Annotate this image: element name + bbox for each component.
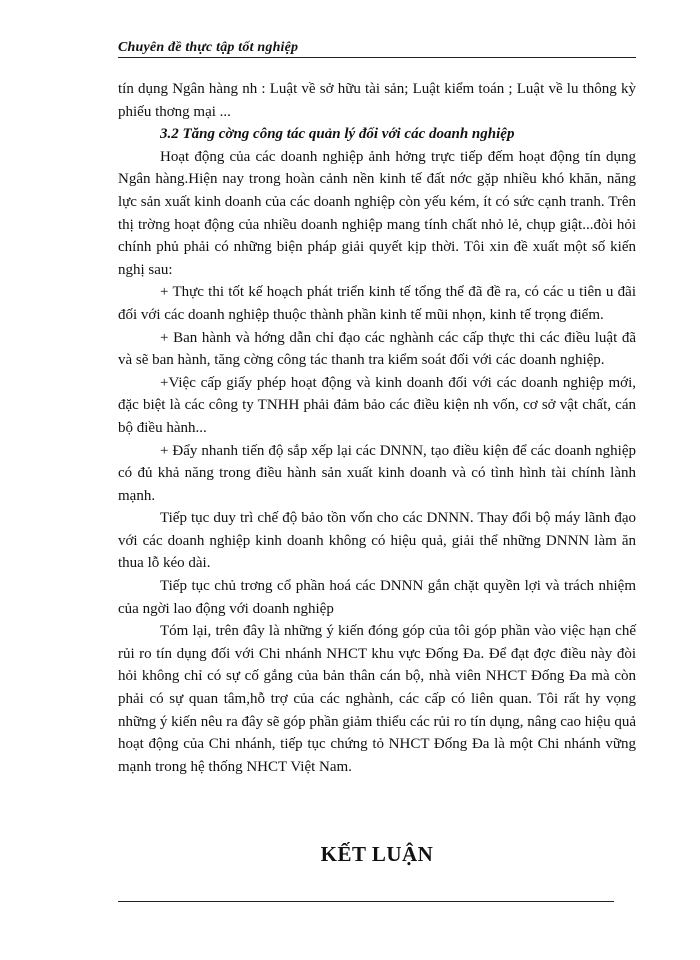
- page-header: [118, 40, 636, 60]
- paragraph-equitization: Tiếp tục chủ trơng cổ phần hoá các DNNN gắn chặt quyền lợi và trách nhiệm của ngời lao động với doanh nghiệp: [118, 578, 636, 617]
- recommendation-4: + Đẩy nhanh tiến độ sắp xếp lại các DNNN, tạo điều kiện để các doanh nghiệp có đủ khả năng trong điều hành sản xuất kinh doanh và có tình hình tài chính lành mạnh.: [118, 442, 636, 504]
- conclusion-heading: KẾT LUẬN: [320, 842, 434, 866]
- recommendation-1: + Thực thi tốt kế hoạch phát triển kinh tế tổng thể đã đề ra, có các u tiên u đãi đối với các doanh nghiệp thuộc thành phần kinh tế mũi nhọn, kinh tế trọng điểm.: [118, 284, 636, 323]
- recommendation-3: +Việc cấp giấy phép hoạt động và kinh doanh đối với các doanh nghiệp mới, đặc biệt là các công ty TNHH phải đảm bảo các điều kiện nh vốn, cơ sở vật chất, cán bộ điều hành...: [118, 374, 636, 436]
- header-rule: [118, 57, 636, 58]
- document-body: [118, 78, 636, 778]
- paragraph-intro: Hoạt động của các doanh nghiệp ảnh hởng trực tiếp đếm hoạt động tín dụng Ngân hàng.Hiện nay trong hoàn cảnh nền kinh tế đất nớc gặp nhiều khó khăn, năng lực sản xuất kinh doanh của các doanh nghiệp còn yếu kém, ít có sức cạnh tranh. Trên thị trờng hoạt động của nhiều doanh nghiệp mang tính chất nhỏ lẻ, chụp giật...đòi hỏi chính phủ phải có những biện pháp giải quyết kịp thời. Tôi xin đề xuất một số kiến nghị sau:: [118, 148, 636, 278]
- footer-rule: [118, 901, 614, 902]
- recommendation-2: + Ban hành và hớng dẫn chỉ đạo các nghành các cấp thực thi các điều luật đã và sẽ ban hành, tăng cờng công tác thanh tra kiểm soát đối với các doanh nghiệp.: [118, 329, 636, 369]
- paragraph-continuation: tín dụng Ngân hàng nh : Luật về sở hữu tài sản; Luật kiểm toán ; Luật về lu thông kỳ phiếu thơng mại ...: [118, 81, 636, 120]
- section-heading: 3.2 Tăng cờng công tác quản lý đối với các doanh nghiệp: [160, 126, 515, 143]
- paragraph-dnnn: Tiếp tục duy trì chế độ bảo tồn vốn cho các DNNN. Thay đổi bộ máy lãnh đạo với các doanh nghiệp kinh doanh không có hiệu quả, giải thể những DNNN làm ăn thua lỗ kéo dài.: [118, 510, 636, 572]
- header-title: Chuyên đề thực tập tốt nghiệp: [118, 40, 299, 55]
- paragraph-summary: Tóm lại, trên đây là những ý kiến đóng góp của tôi góp phần vào việc hạn chế rủi ro tín dụng đối với Chi nhánh NHCT khu vực Đống Đa. Để đạt đợc điều này đòi hỏi không chỉ có sự cố gắng của bản thân cán bộ, nhà viên NHCT Đống Đa mà còn phải có sự quan tâm,hỗ trợ của các nghành, các cấp có liên quan. Tôi rất hy vọng những ý kiến nêu ra đây sẽ góp phần giảm thiểu các rủi ro tín dụng, nâng cao hiệu quả hoạt động của Chi nhánh, tiếp tục chứng tỏ NHCT Đống Đa là một Chi nhánh vững mạnh trong hệ thống NHCT Việt Nam.: [118, 623, 636, 775]
